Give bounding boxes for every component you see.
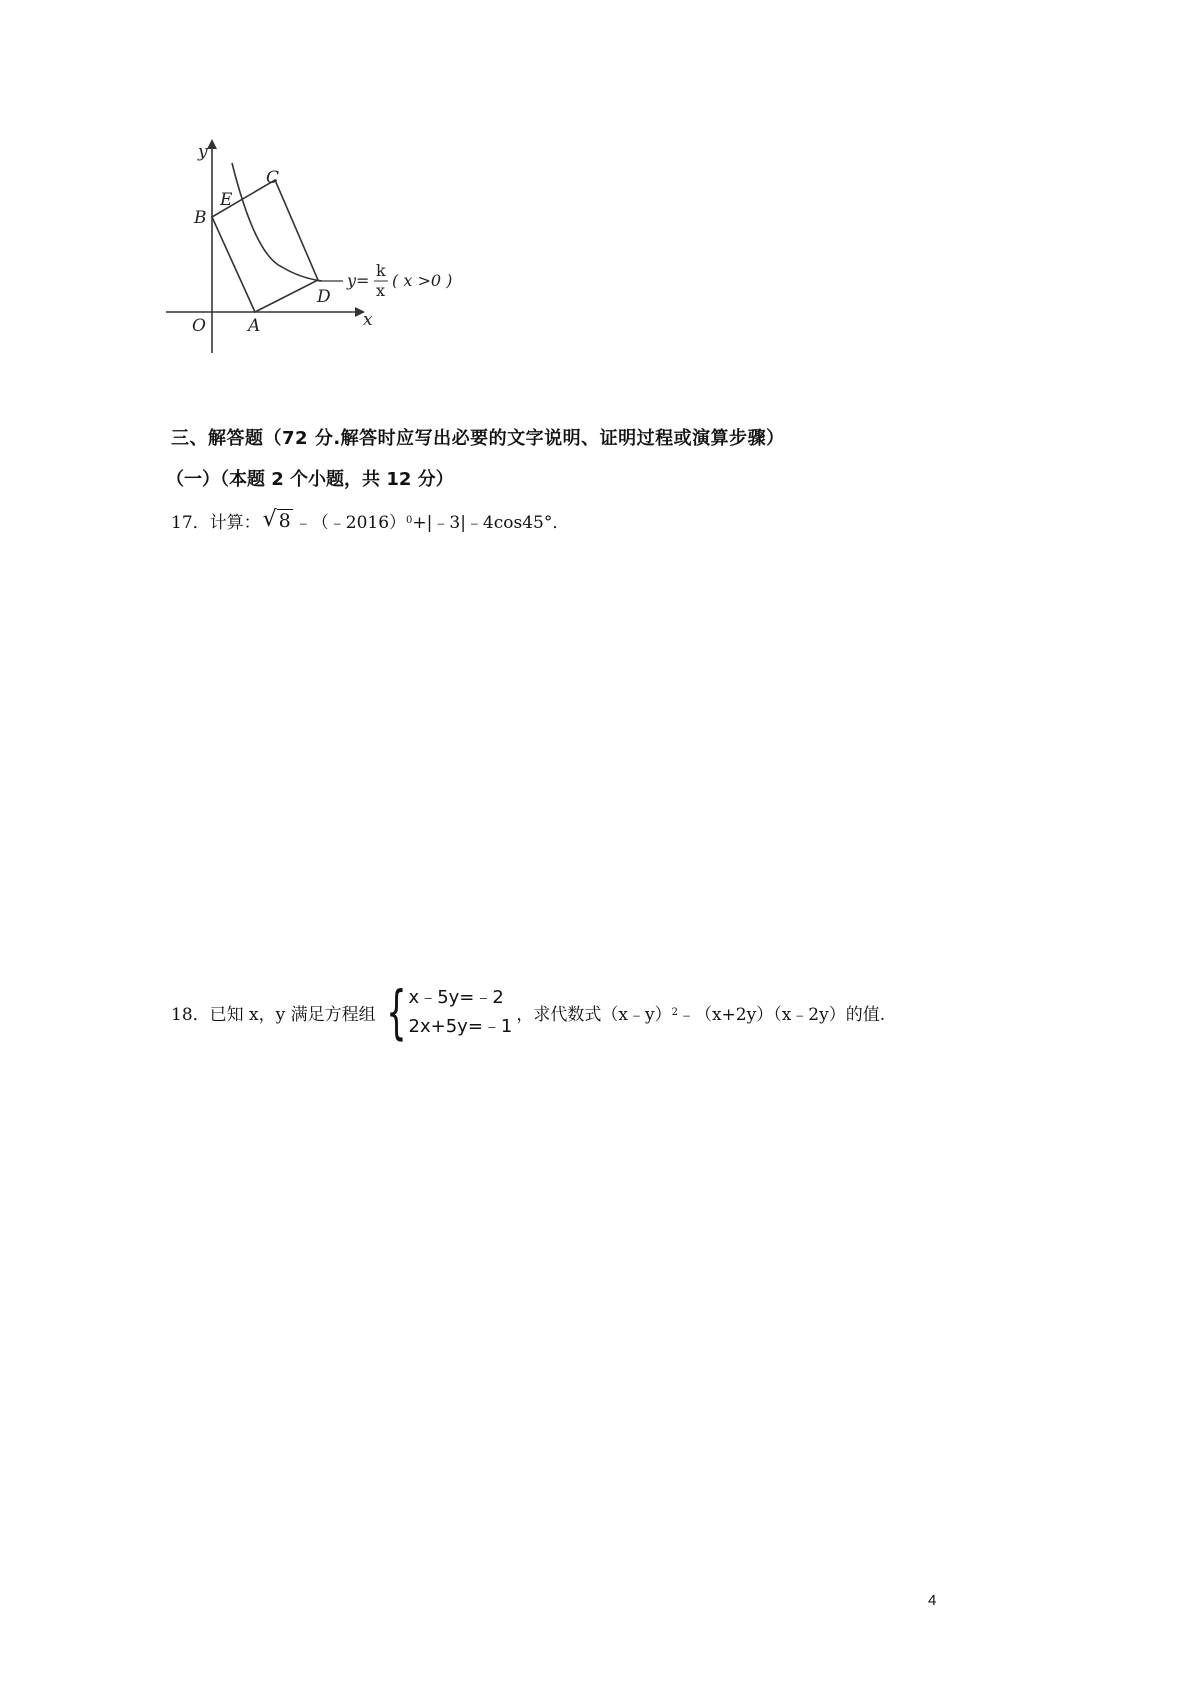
equation-system <box>378 978 513 1046</box>
q18-suffix: ﹣（x+2y）（x﹣2y）的值. <box>677 1004 886 1025</box>
geometry-figure <box>160 135 480 365</box>
question-17 <box>171 508 569 533</box>
y-axis-label: y <box>198 142 208 162</box>
equations <box>409 983 513 1041</box>
radical-sign: √ <box>262 507 277 532</box>
q17-exponent: 0 <box>406 515 413 526</box>
curve-eq-prefix: y= <box>347 271 370 290</box>
point-d-label: D <box>317 287 331 307</box>
q18-prefix: 18．已知 x，y 满足方程组 <box>171 1004 376 1025</box>
sub-section-title: （一）（本题 2 个小题，共 12 分） <box>166 469 454 490</box>
question-18 <box>171 978 886 1046</box>
point-b-label: B <box>194 208 207 228</box>
coordinate-diagram <box>160 135 480 365</box>
radicand: 8 <box>278 510 291 532</box>
q17-prefix: 17．计算： <box>171 513 261 533</box>
point-a-label: A <box>248 316 261 336</box>
equation-2: 2x+5y=﹣1 <box>408 1016 513 1037</box>
q17-part2: +|﹣3|﹣4cos45°． <box>412 513 570 533</box>
q18-exponent: 2 <box>671 1006 678 1018</box>
equation-1: x﹣5y=﹣2 <box>408 987 504 1008</box>
point-e-label: E <box>220 190 233 210</box>
q17-part1: ﹣（﹣2016） <box>294 513 407 533</box>
curve-eq-numerator: k <box>376 261 386 280</box>
q18-mid: ，求代数式（x﹣y） <box>516 1004 672 1025</box>
x-axis-label: x <box>363 310 373 330</box>
curve-eq-condition: ( x >0 ) <box>392 271 453 290</box>
square-root <box>263 509 293 532</box>
origin-label: O <box>192 316 206 336</box>
y-axis-arrow <box>207 139 217 149</box>
section-title: 三、解答题（72 分.解答时应写出必要的文字说明、证明过程或演算步骤） <box>171 428 785 449</box>
curve-eq-denominator: x <box>376 281 386 300</box>
page-number: 4 <box>928 1592 937 1609</box>
point-c-label: C <box>266 168 280 188</box>
left-brace: { <box>385 978 407 1046</box>
